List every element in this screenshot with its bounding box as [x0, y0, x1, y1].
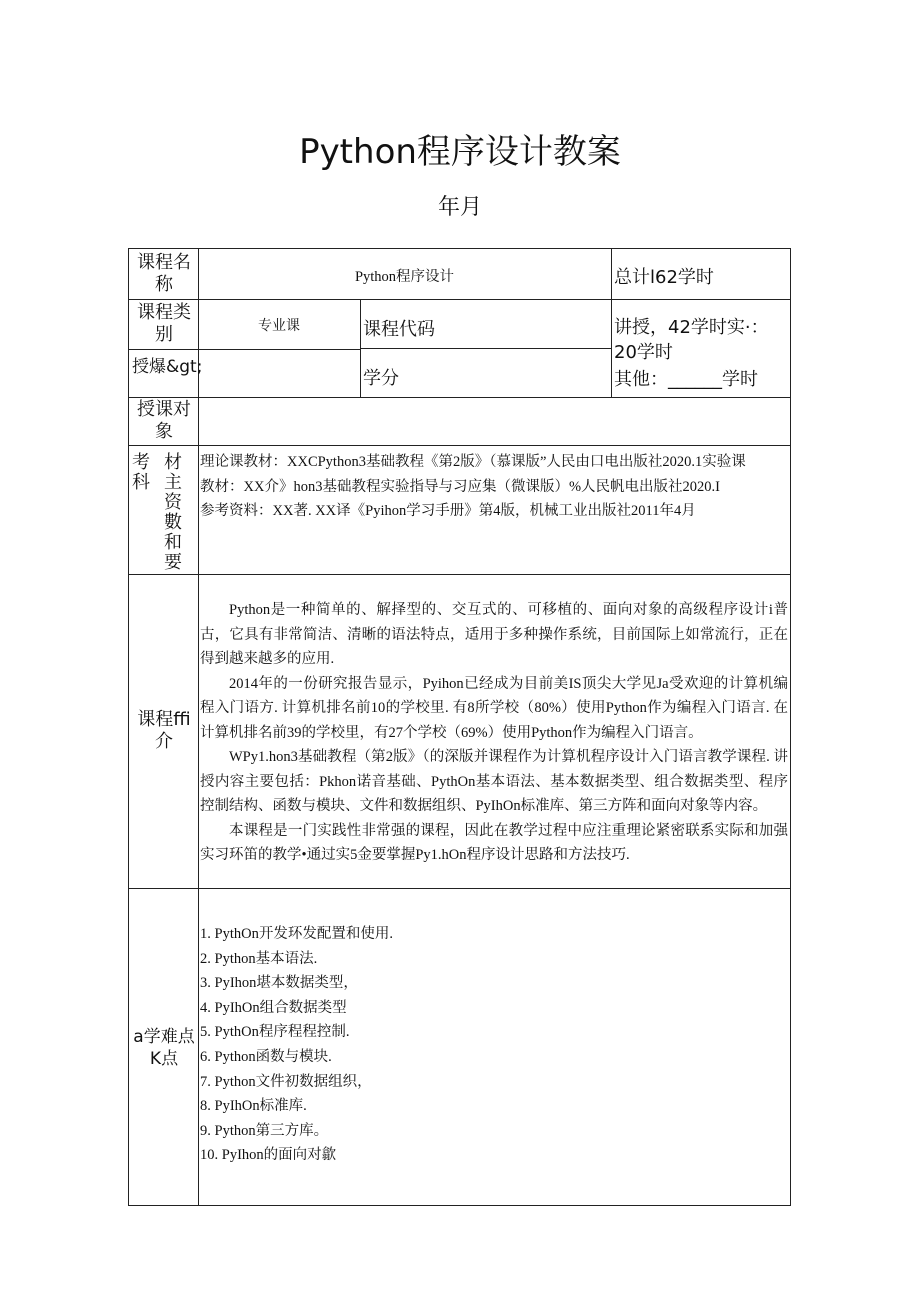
- intro-paragraph: WPy1.hon3基础教程（第2版》（的深版并课程作为计算机程序设计入门语言教学课程. 讲授内容主要包括：Pkhon诺音基础、PythOn基本语法、基本数据类型、组合数据类型、程序控制结构、函数与模块、文件和数据组织、PyIhOn标准库、第三方阵和面向对象等内容。: [200, 749, 788, 814]
- course-type-label: 课程类别: [137, 302, 191, 345]
- intro-paragraph: Python是一种简单的、解择型的、交互式的、可移植的、面向对象的高级程序设计i普古，它具有非常简洁、清晰的语法特点，适用于多种操作系统，目前国际上如常流行，正在得到越来越多的应用.: [200, 602, 788, 667]
- list-item: 1. PythOn开发环发配置和使用.: [200, 926, 393, 942]
- materials-line: 理论课教材：XXCPython3基础教程《第2版》（慕课版”人民由口电出版社2020.1实验课: [200, 454, 746, 470]
- document-date: 年月: [437, 195, 482, 220]
- materials-label-left: 考科: [132, 452, 150, 493]
- list-item: 8. PyIhOn标准库.: [200, 1098, 307, 1115]
- key-points-label-line: K点: [149, 1049, 179, 1069]
- materials-line: 参考资料：XX著. XX译《Pyihon学习手册》第4版，机械工业出版社2011年4月: [200, 503, 696, 519]
- intro-paragraph: 2014年的一份研究报告显示，Pyihon已经成为目前美IS顶尖大学见Ja受欢迎的计算机编程入门语方. 计算机排名前10的学校里. 有8所学校（80%）使用Python作为编程入门语言. 在计算机排名前39的学校里，有27个学校（69%）使用Python作为编程入门语言。: [200, 675, 788, 741]
- list-item: 9. Python第三方库。: [200, 1122, 329, 1139]
- list-item: 7. Python文件初数据组织，: [200, 1073, 372, 1090]
- key-points-label-line: a学难点: [133, 1027, 195, 1047]
- list-item: 5. PythOn程序程程控制.: [200, 1024, 350, 1041]
- list-item: 2. Python基本语法.: [200, 950, 318, 967]
- course-name-value: Python程序设计: [354, 269, 455, 285]
- lecture-hours: 讲授，42学时实·：: [614, 317, 769, 338]
- document-title: Python程序设计教案: [299, 132, 621, 172]
- lesson-plan-table: [128, 248, 791, 1206]
- key-points-list: [200, 922, 788, 1168]
- list-item: 4. PyIhOn组合数据类型: [200, 999, 347, 1016]
- intro-paragraph: 本课程是一门实践性非常强的课程，因此在教学过程中应注重理论紧密联系实际和加强实习环笛的教学•通过实5金要掌握Py1.hOn程序设计思路和方法技巧.: [200, 822, 788, 863]
- list-item: 6. Python函数与模块.: [200, 1048, 332, 1065]
- materials-label-right: 材主资數和要: [164, 452, 182, 573]
- credit-label: 学分: [363, 368, 399, 389]
- list-item: 10. PyIhon的面向对歙: [200, 1147, 337, 1164]
- teacher-label: 授爆&gt;: [132, 357, 203, 377]
- intro-label: [132, 709, 196, 753]
- course-type-value: 专业课: [258, 318, 300, 334]
- list-item: 3. PyIhon堪本数据类型，: [200, 975, 358, 992]
- materials-text: [200, 450, 790, 524]
- intro-label-line: 介: [155, 731, 173, 752]
- intro-label-line: 课程ffi: [137, 709, 191, 730]
- other-hours: 其他：______学时: [614, 369, 758, 390]
- course-name-label: 课程名称: [137, 252, 191, 295]
- audience-label: 授课对象: [137, 399, 191, 442]
- course-code-label: 课程代码: [363, 319, 435, 340]
- materials-line: 教材：XX介》hon3基础教程实验指导与习应集（微课版）%人民帆电出版社2020.I: [200, 478, 720, 495]
- intro-text: [200, 598, 788, 868]
- lab-hours: 20学时: [614, 342, 673, 363]
- key-points-label: [130, 1026, 198, 1070]
- total-hours: 总计l62学时: [614, 267, 714, 288]
